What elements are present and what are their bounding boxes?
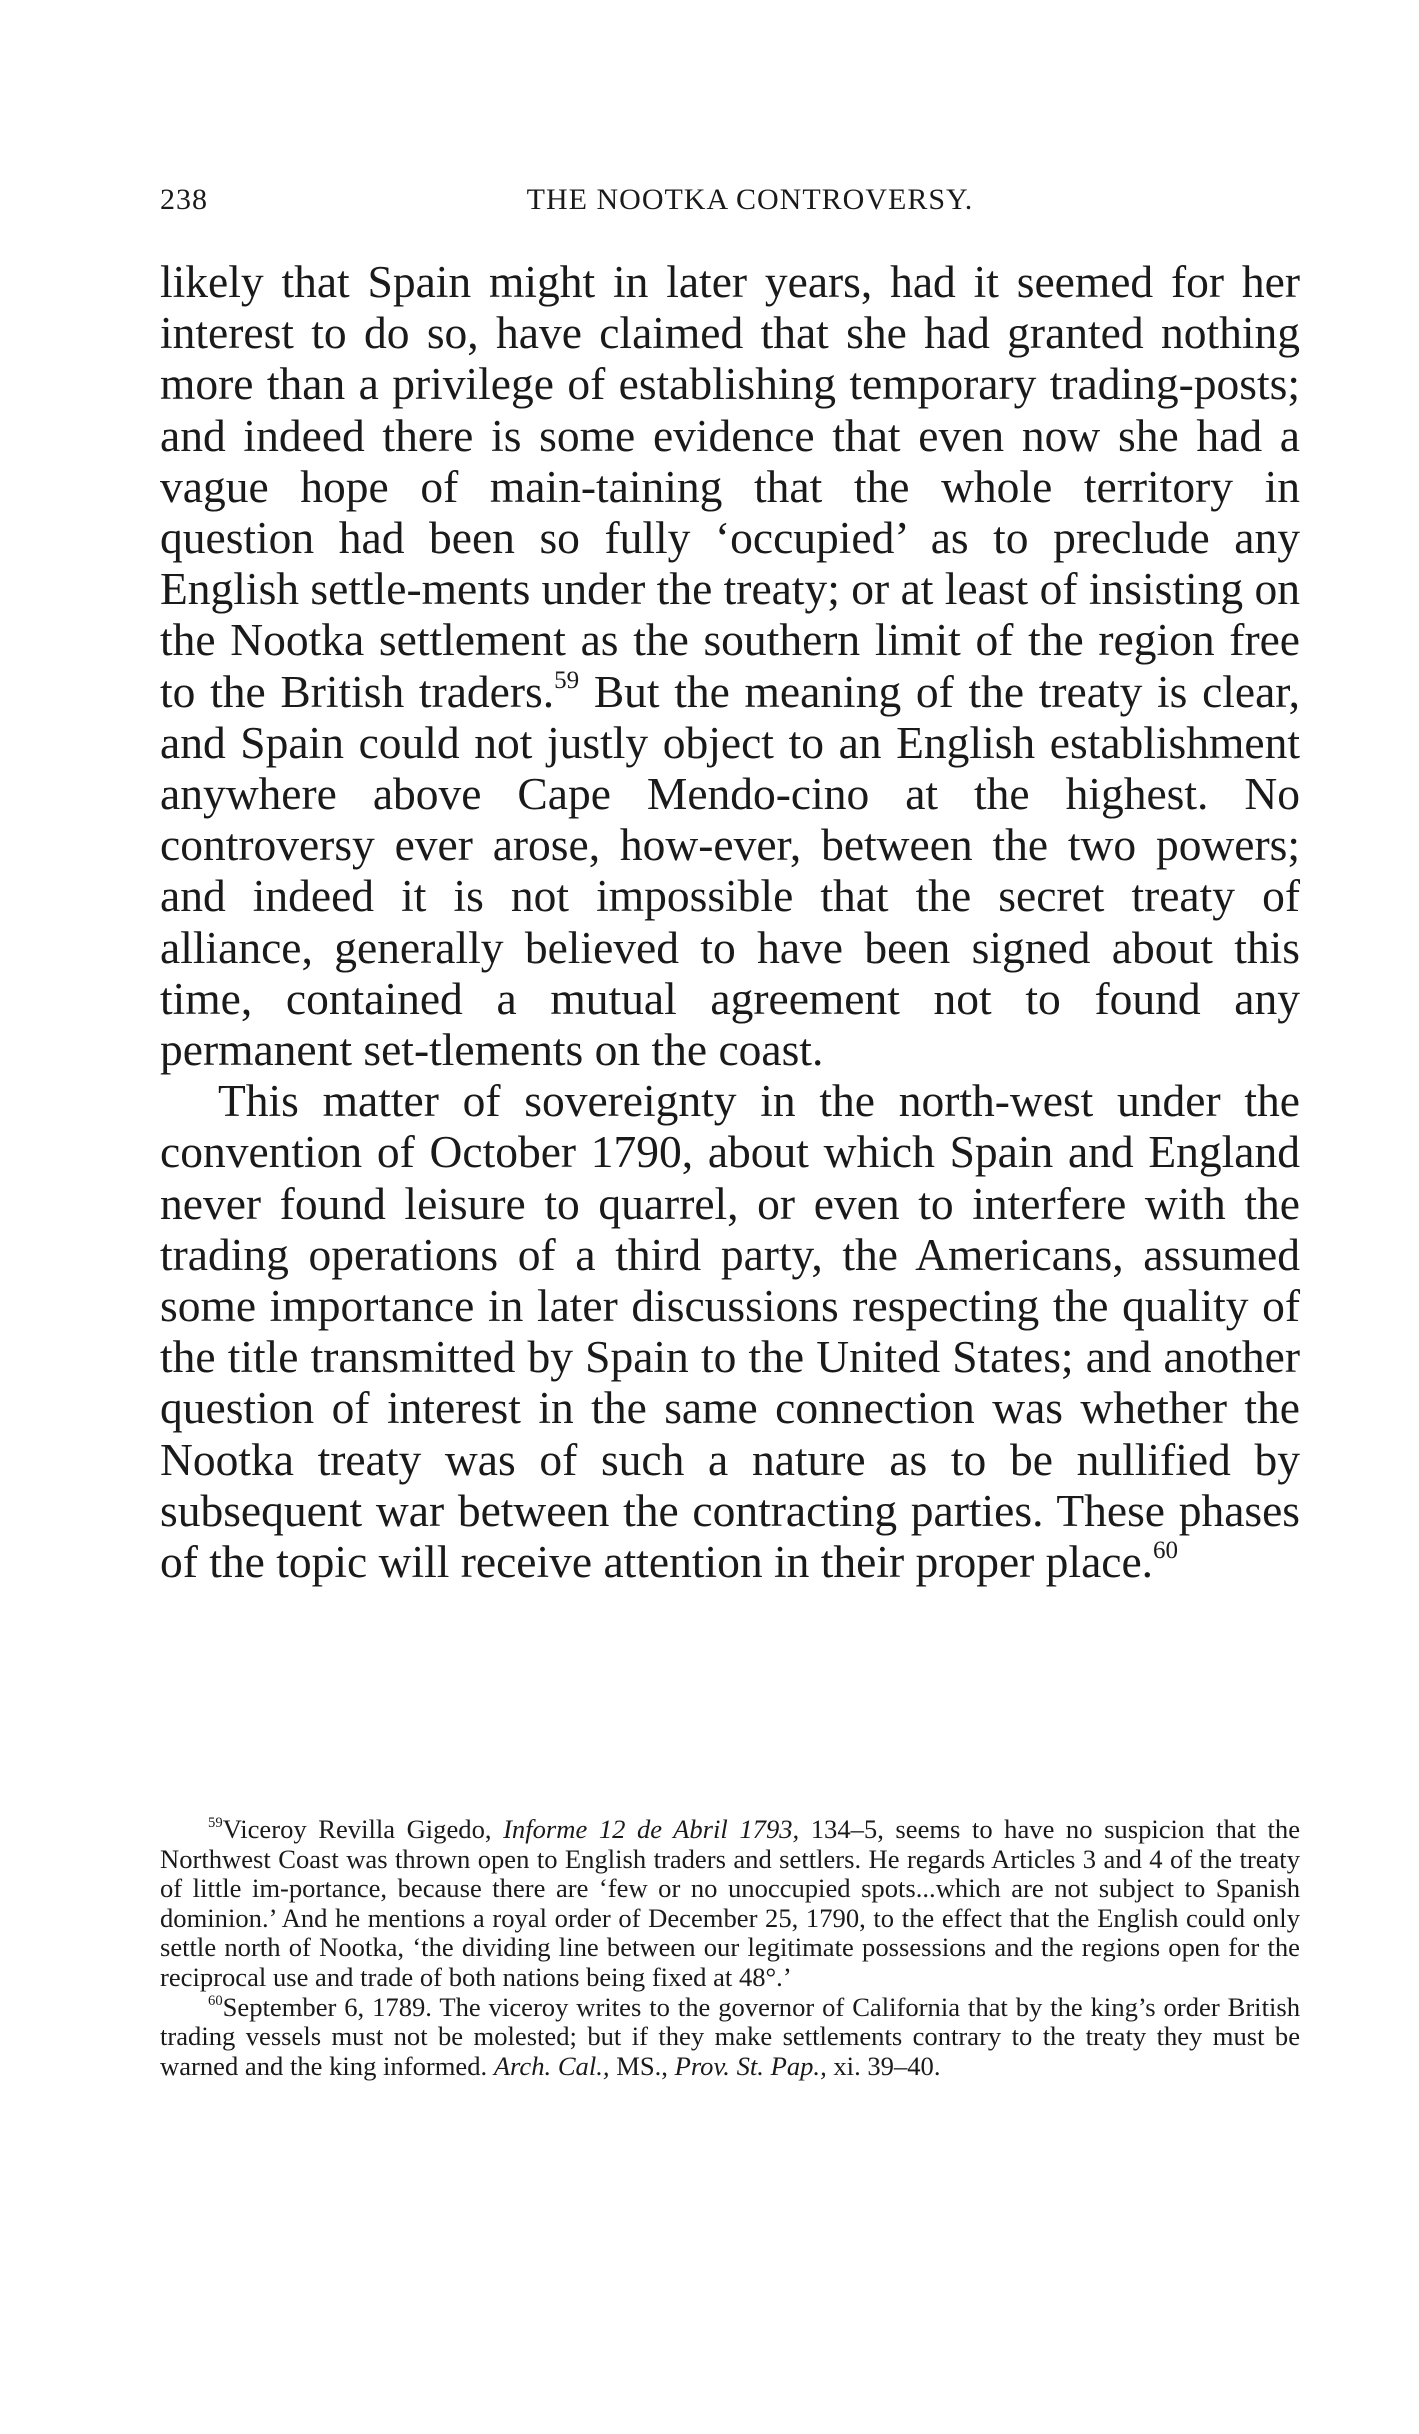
footnote-60 <box>160 1993 1300 2082</box>
paragraph-1 <box>160 256 1300 1075</box>
body-text <box>160 256 1300 1587</box>
paragraph-1-text-b: But the meaning of the treaty is clear, and Spain could not justly object to an English establishment anywhere above Cape Mendo-cino at the highest. No controversy ever arose, how-ever, between the two powers; and indeed it is not impossible that the secret treaty of alliance, generally believed to have been signed about this time, contained a mutual agreement not to found any permanent set-tlements on the coast. <box>160 665 1301 1076</box>
paragraph-1-text-a: likely that Spain might in later years, had it seemed for her interest to do so, have claimed that she had granted nothing more than a privilege of establishing temporary trading-posts; and indeed there is some evidence that even now she had a vague hope of main-taining that the whole territory in question had been so fully ‘occupied’ as to preclude any English settle-ments under the treaty; or at least of insisting on the Nootka settlement as the southern limit of the region free to the British traders. <box>160 256 1300 717</box>
running-head <box>160 183 1300 223</box>
footnote-60-pages: xi. 39–40. <box>826 2050 941 2081</box>
footnote-60-number: 60 <box>208 1992 223 2009</box>
paragraph-2 <box>160 1075 1300 1587</box>
footnote-59-text-b: 134–5, seems to have no suspicion that the Northwest Coast was thrown open to English traders and settlers. He regards Articles 3 and 4 of the treaty of little im-portance, because there are ‘few or no unoccupied spots...which are not subject to Spanish dominion.’ And he mentions a royal order of December 25, 1790, to the effect that the English could only settle north of Nootka, ‘the dividing line between our legitimate possessions and the regions open for the reciprocal use and trade of both nations being fixed at 48°.’ <box>160 1814 1301 1992</box>
footnote-59-text-a: Viceroy Revilla Gigedo, <box>222 1814 504 1844</box>
footnote-59-work-title: Informe 12 de Abril 1793, <box>503 1814 800 1844</box>
footnote-ref-60[interactable]: 60 <box>1153 1537 1179 1565</box>
footnote-59 <box>160 1815 1300 1993</box>
running-title: THE NOOTKA CONTROVERSY. <box>526 183 974 216</box>
footnote-60-archive: Arch. Cal., <box>493 2050 610 2081</box>
footnote-60-source: Prov. St. Pap., <box>674 2050 827 2081</box>
footnote-ref-59[interactable]: 59 <box>554 666 580 694</box>
paragraph-2-text: This matter of sovereignty in the north-west under the convention of October 1790, about which Spain and England never found leisure to quarrel, or even to interfere with the trading operations of a third party, the Americans, assumed some importance in later discussions respecting the quality of the title transmitted by Spain to the United States; and another question of interest in the same connection was whether the Nootka treaty was of such a nature as to be nullified by subsequent war between the contracting parties. These phases of the topic will receive attention in their proper place. <box>160 1075 1300 1588</box>
page-number: 238 <box>160 183 208 216</box>
footnote-60-ms: MS., <box>609 2050 675 2081</box>
footnotes <box>160 1815 1300 2081</box>
footnote-60-text-a: September 6, 1789. The viceroy writes to the governor of California that by the king’s order British trading vessels must not be molested; but if they make settlements contrary to the treaty they must be warned and the king informed. <box>160 1991 1300 2081</box>
footnote-59-number: 59 <box>208 1815 223 1832</box>
